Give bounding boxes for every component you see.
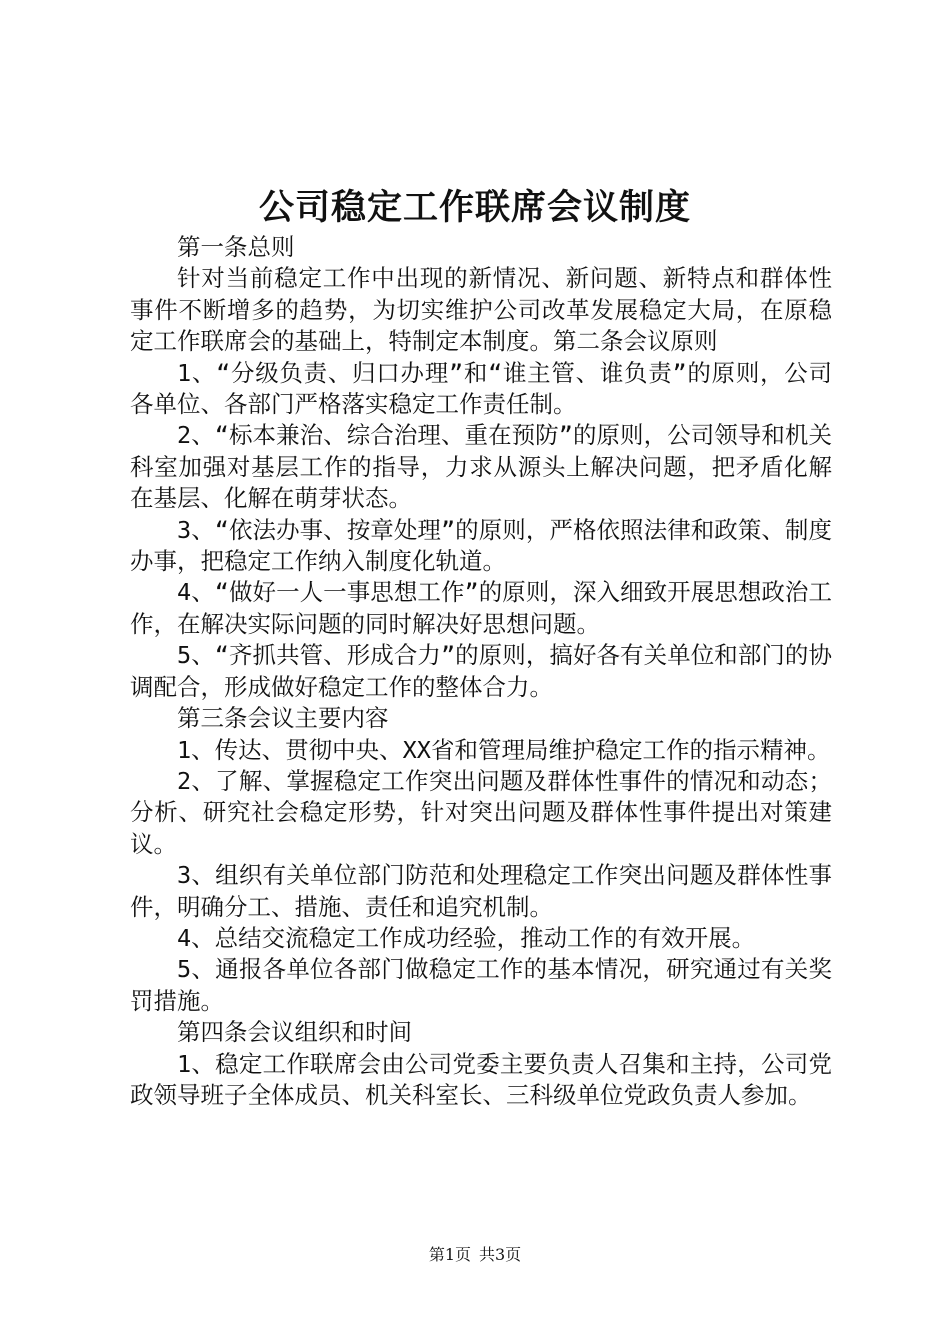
- paragraph: 3、“依法办事、按章处理”的原则，严格依照法律和政策、制度办事，把稳定工作纳入制度化轨道。: [130, 515, 832, 576]
- page-number: 第1页: [428, 1245, 471, 1264]
- paragraph: 3、组织有关单位部门防范和处理稳定工作突出问题及群体性事件，明确分工、措施、责任和追究机制。: [130, 861, 832, 921]
- paragraph: 2、“标本兼治、综合治理、重在预防”的原则，公司领导和机关科室加强对基层工作的指导，力求从源头上解决问题，把矛盾化解在基层、化解在萌芽状态。: [130, 421, 832, 513]
- paragraph: 1、稳定工作联席会由公司党委主要负责人召集和主持，公司党政领导班子全体成员、机关科室长、三科级单位党政负责人参加。: [130, 1049, 832, 1109]
- page-total: 共3页: [479, 1245, 522, 1264]
- paragraph: 5、“齐抓共管、形成合力”的原则，搞好各有关单位和部门的协调配合，形成做好稳定工作的整体合力。: [130, 641, 832, 701]
- section-heading-content: 第三条会议主要内容: [177, 704, 389, 733]
- document-title: 公司稳定工作联席会议制度: [258, 187, 691, 228]
- section-heading-general: 第一条总则: [177, 233, 295, 261]
- paragraph: 4、总结交流稳定工作成功经验，推动工作的有效开展。: [177, 923, 756, 952]
- paragraph: 1、传达、贯彻中央、XX省和管理局维护稳定工作的指示精神。: [177, 735, 831, 764]
- page-footer: [0, 1243, 950, 1267]
- document-body: [130, 232, 832, 1111]
- section-heading-organization: 第四条会议组织和时间: [177, 1018, 412, 1047]
- paragraph: 4、“做好一人一事思想工作”的原则，深入细致开展思想政治工作，在解决实际问题的同时解决好思想问题。: [130, 578, 832, 638]
- paragraph: 5、通报各单位各部门做稳定工作的基本情况，研究通过有关奖罚措施。: [130, 955, 832, 1015]
- paragraph: 2、了解、掌握稳定工作突出问题及群体性事件的情况和动态；分析、研究社会稳定形势，针对突出问题及群体性事件提出对策建议。: [130, 766, 832, 858]
- paragraph: 1、“分级负责、归口办理”和“谁主管、谁负责”的原则，公司各单位、各部门严格落实稳定工作责任制。: [130, 358, 832, 419]
- paragraph: 针对当前稳定工作中出现的新情况、新问题、新特点和群体性事件不断增多的趋势，为切实维护公司改革发展稳定大局，在原稳定工作联席会的基础上，特制定本制度。第二条会议原则: [130, 264, 832, 356]
